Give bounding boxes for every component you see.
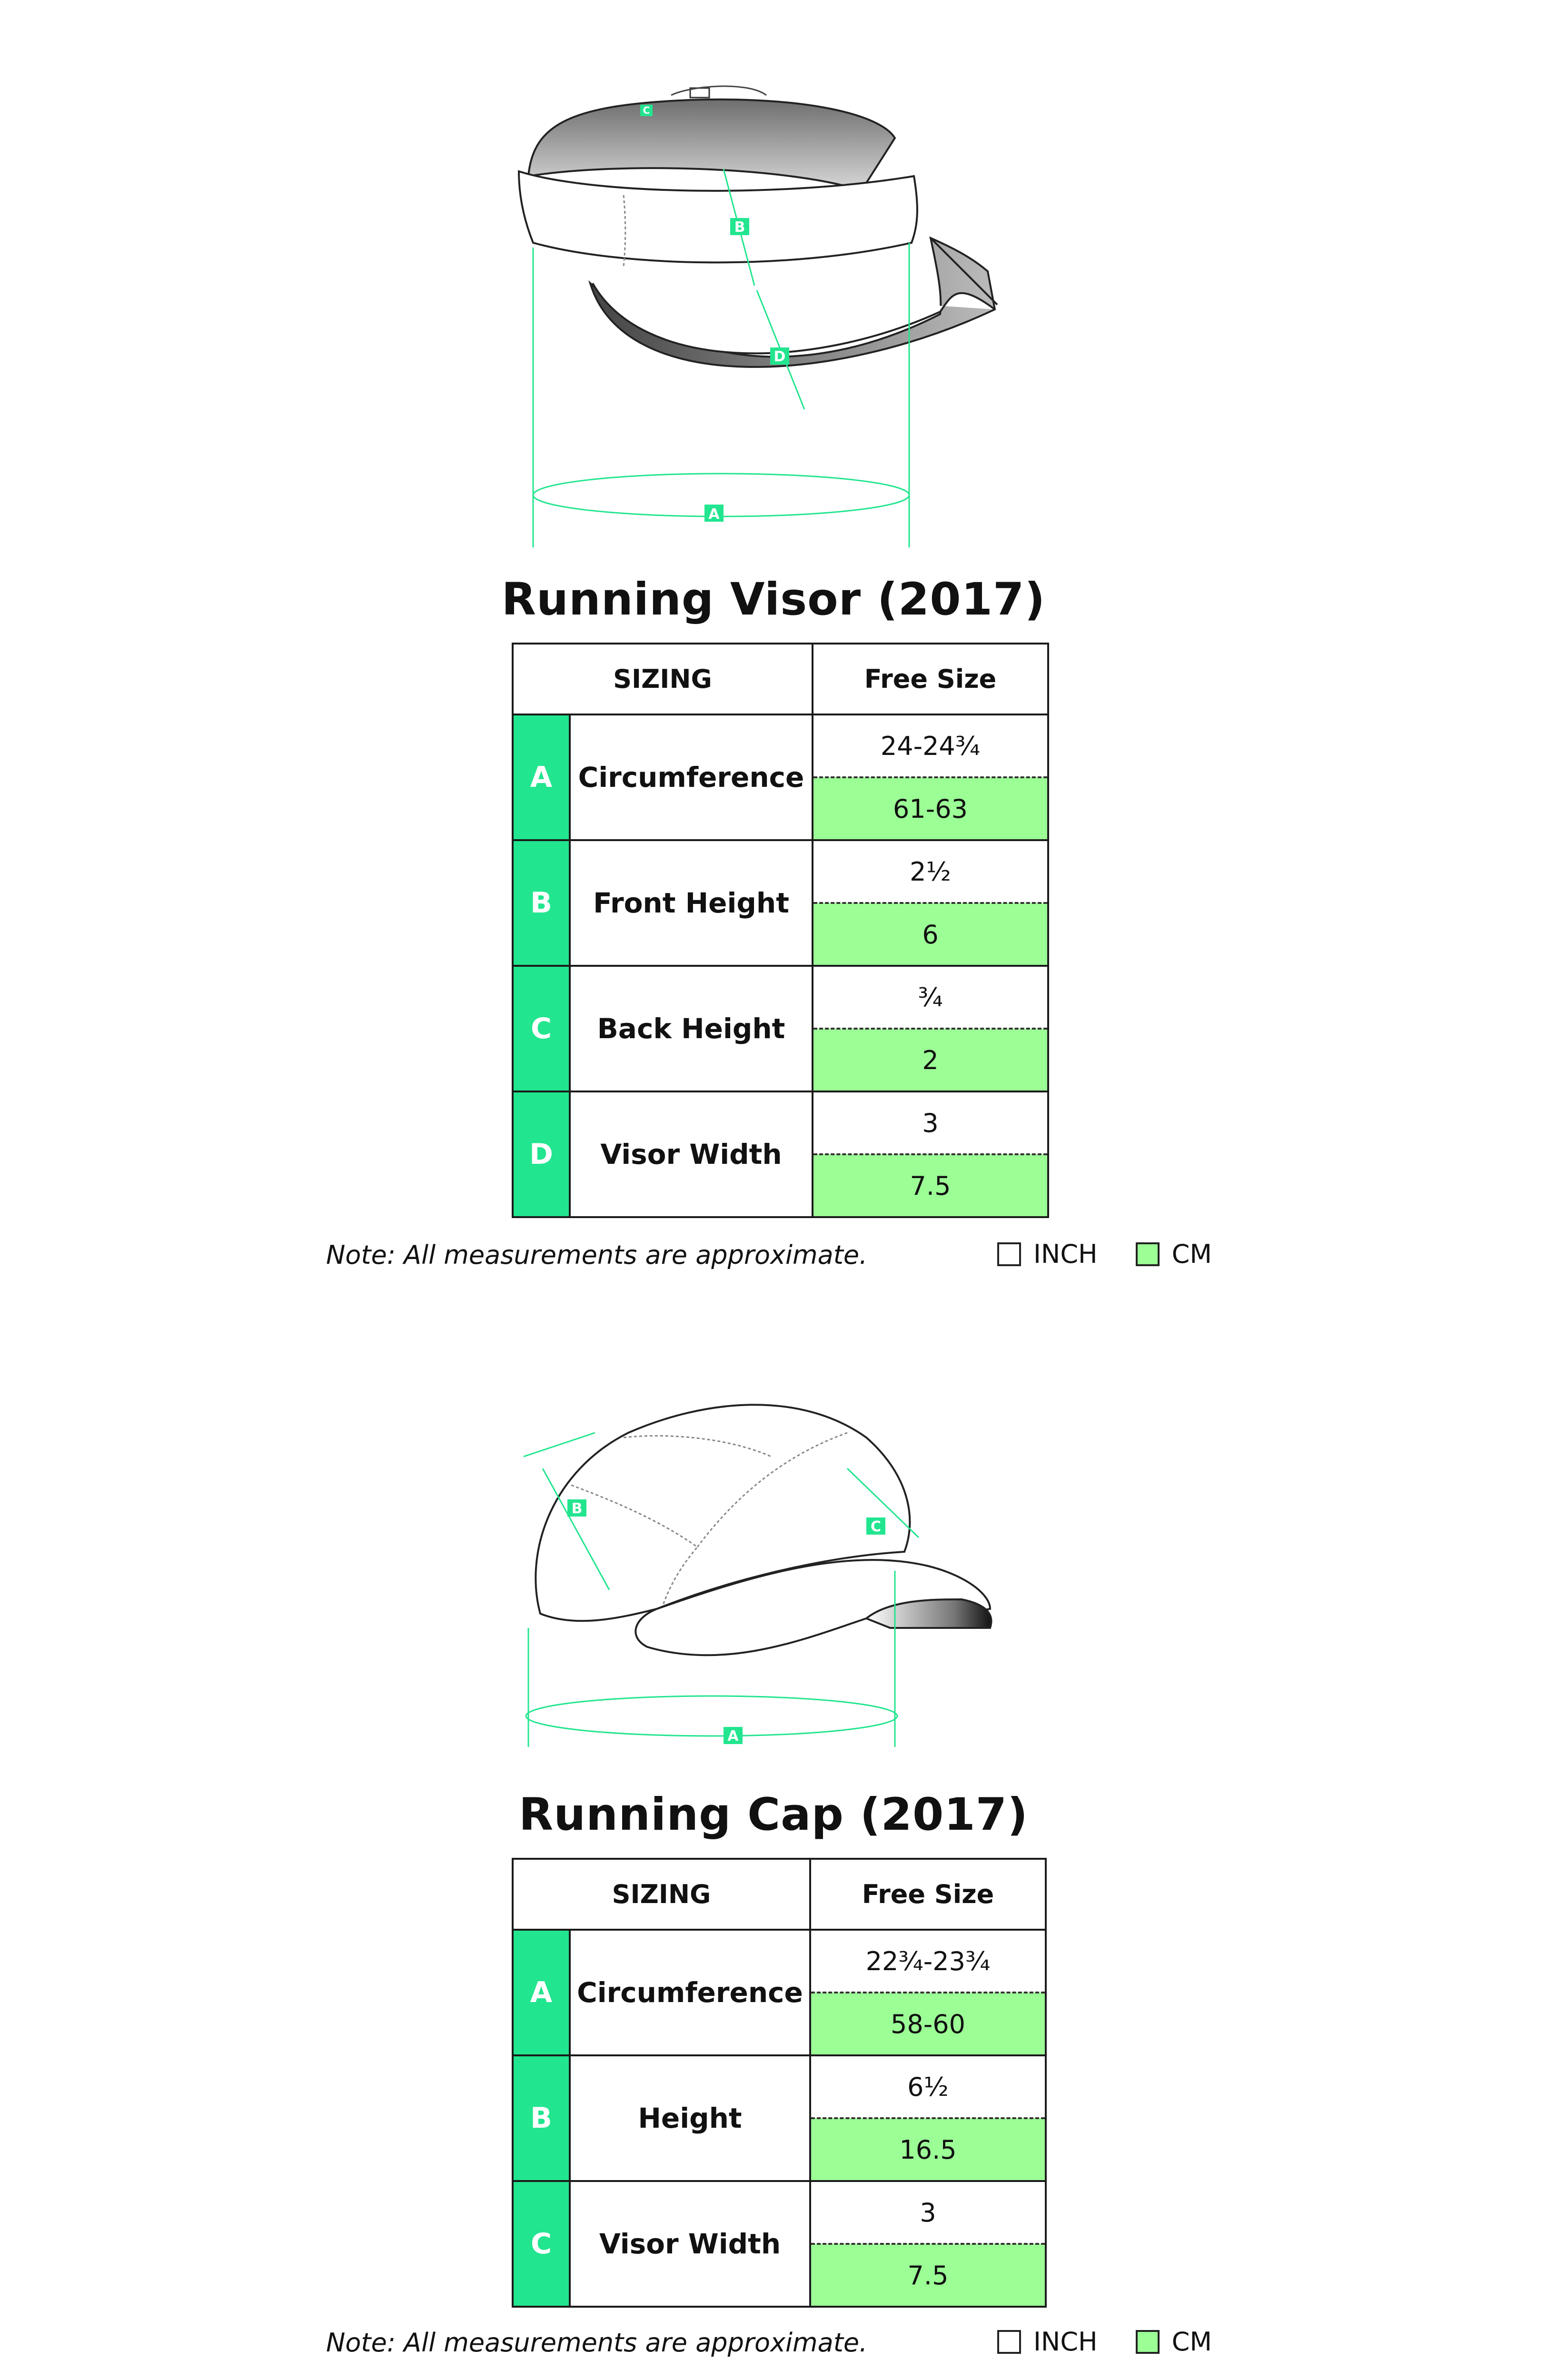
inch-value: 22¾-23¾ [810, 1930, 1046, 1993]
row-letter: C [513, 2181, 570, 2307]
cm-value: 7.5 [813, 1154, 1048, 1217]
svg-text:B: B [734, 219, 745, 236]
inch-value: 2½ [813, 840, 1048, 903]
inch-legend-label: INCH [1033, 2327, 1098, 2357]
inch-swatch [997, 2330, 1021, 2354]
measurement-name: Height [570, 2055, 810, 2181]
cap-unit-legend [997, 2327, 1212, 2357]
cm-swatch [1136, 1242, 1160, 1266]
free-size-header: Free Size [810, 1859, 1046, 1930]
visor-label-b [730, 218, 749, 236]
visor-label-d [770, 347, 789, 365]
sizing-header: SIZING [513, 1859, 810, 1930]
inch-value: 24-24¾ [813, 714, 1048, 777]
visor-label-c [640, 105, 653, 116]
cm-value: 7.5 [810, 2244, 1046, 2307]
inch-value: 6½ [810, 2055, 1046, 2118]
row-letter: B [513, 2055, 570, 2181]
svg-text:C: C [870, 1518, 882, 1535]
inch-value: 3 [810, 2181, 1046, 2244]
row-letter: B [513, 840, 570, 966]
visor-size-table [512, 643, 1049, 1218]
cm-swatch [1136, 2330, 1160, 2354]
cm-value: 6 [813, 903, 1048, 966]
visor-label-a [704, 505, 724, 523]
visor-title: Running Visor (2017) [501, 574, 1046, 625]
cm-legend-label: CM [1171, 2327, 1212, 2357]
row-letter: C [513, 966, 570, 1091]
measurement-name: Front Height [570, 840, 813, 966]
cm-value: 2 [813, 1029, 1048, 1091]
measurement-name: Back Height [570, 966, 813, 1091]
inch-swatch [997, 1242, 1021, 1266]
svg-text:A: A [727, 1728, 739, 1745]
sizing-header: SIZING [513, 644, 813, 714]
cm-value: 58-60 [810, 1993, 1046, 2055]
measurement-name: Visor Width [570, 2181, 810, 2307]
visor-unit-legend [997, 1239, 1212, 1269]
cap-illustration [514, 1361, 1052, 1752]
cap-note: Note: All measurements are approximate. [326, 2328, 868, 2358]
free-size-header: Free Size [813, 644, 1048, 714]
visor-illustration [500, 67, 1047, 552]
row-letter: A [513, 714, 570, 840]
svg-text:B: B [571, 1500, 583, 1517]
cap-size-table [512, 1858, 1047, 2308]
svg-text:C: C [643, 105, 650, 116]
cm-legend-label: CM [1171, 1239, 1212, 1269]
cm-value: 16.5 [810, 2118, 1046, 2181]
cap-label-c [866, 1517, 885, 1535]
inch-legend-label: INCH [1033, 1239, 1098, 1269]
visor-note: Note: All measurements are approximate. [326, 1240, 868, 1270]
measurement-name: Circumference [570, 714, 813, 840]
row-letter: A [513, 1930, 570, 2055]
cm-value: 61-63 [813, 777, 1048, 840]
svg-text:A: A [708, 506, 720, 523]
cap-title: Running Cap (2017) [518, 1789, 1029, 1841]
measurement-name: Circumference [570, 1930, 810, 2055]
cap-label-a [724, 1727, 743, 1745]
inch-value: 3 [813, 1091, 1048, 1154]
inch-value: ¾ [813, 966, 1048, 1029]
cap-label-b [567, 1499, 586, 1517]
measurement-name: Visor Width [570, 1091, 813, 1217]
svg-text:D: D [774, 348, 786, 365]
row-letter: D [513, 1091, 570, 1217]
